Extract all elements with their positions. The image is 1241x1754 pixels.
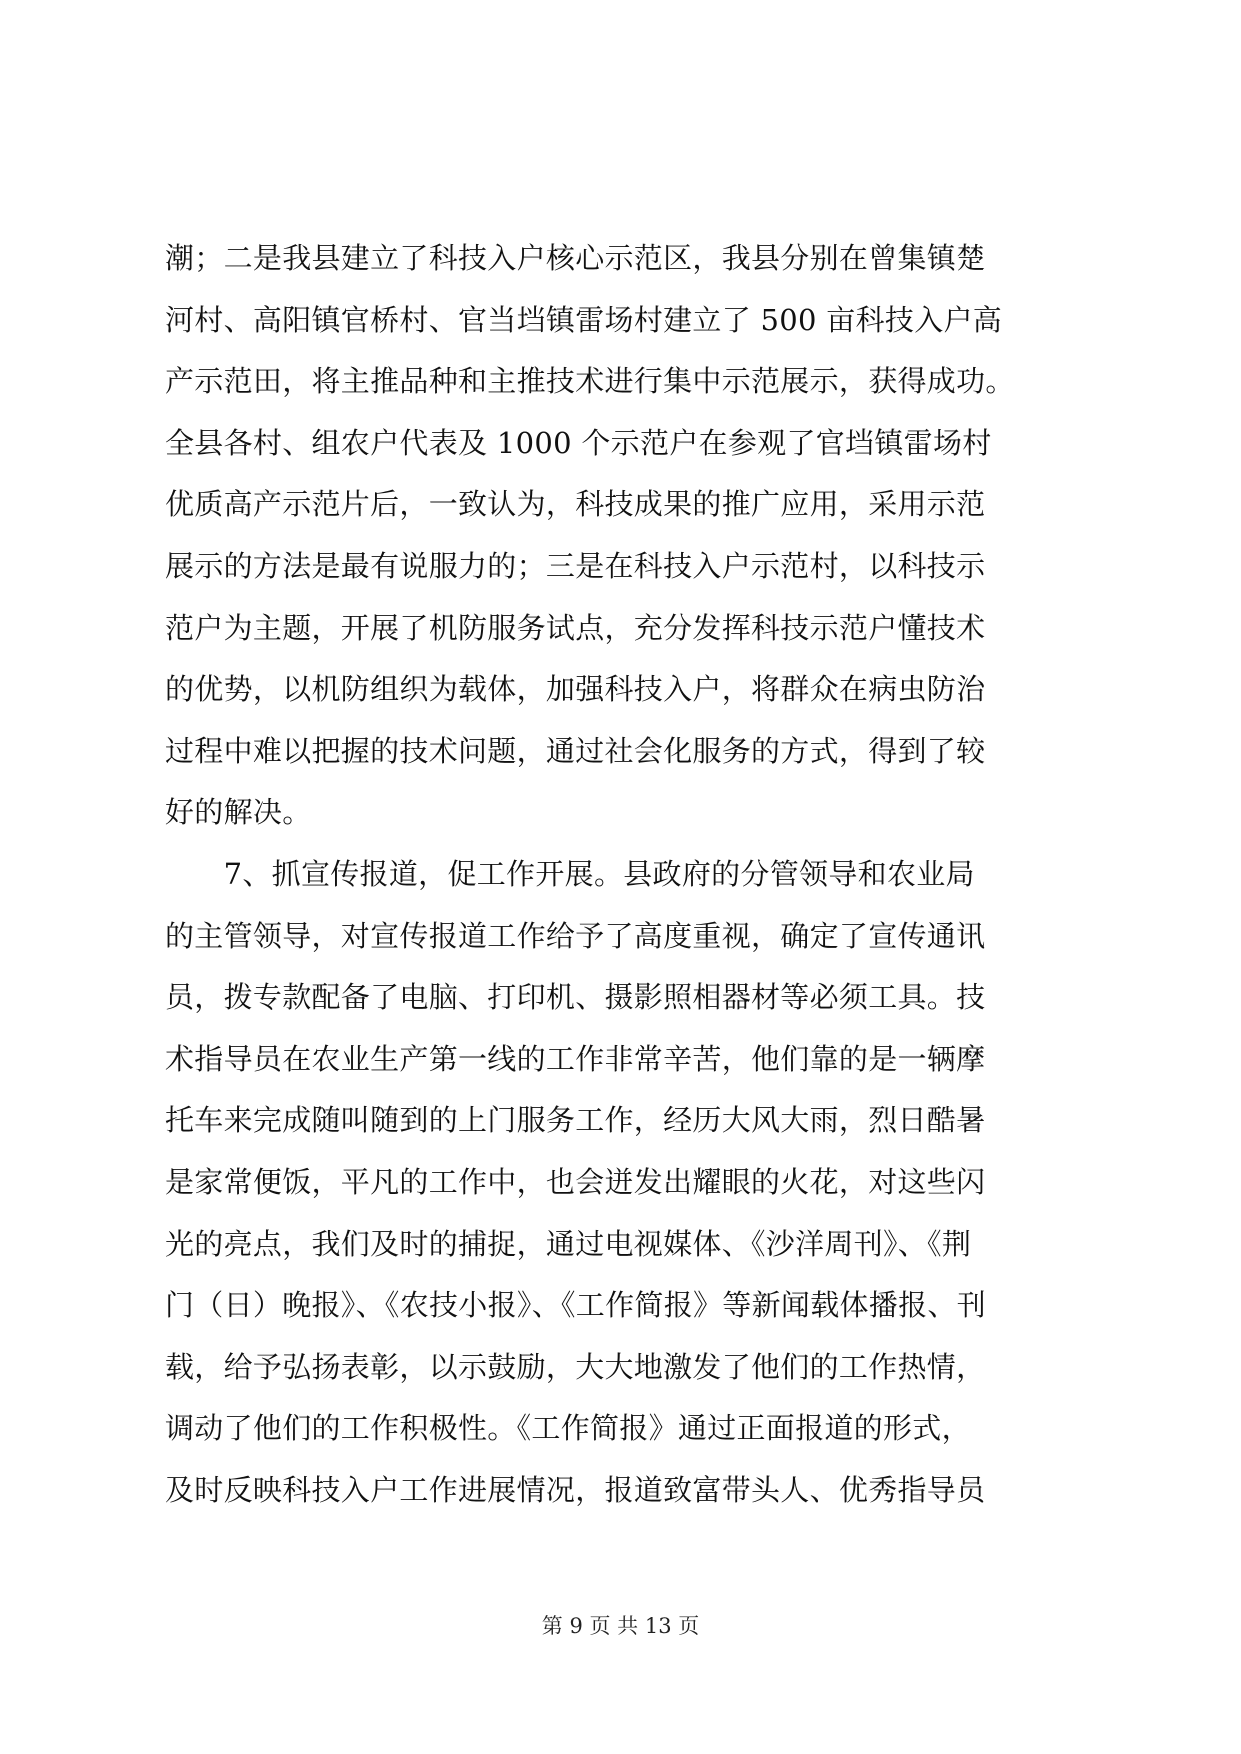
text-line: 全县各村、组农户代表及 1000 个示范户在参观了官垱镇雷场村 [165, 425, 992, 460]
text-line: 河村、高阳镇官桥村、官当垱镇雷场村建立了 500 亩科技入户高 [165, 302, 1003, 337]
text-line: 的优势，以机防组织为载体，加强科技入户，将群众在病虫防治 [165, 672, 986, 707]
text-line: 门（日）晚报》、《农技小报》、《工作简报》等新闻载体播报、刊 [165, 1288, 987, 1323]
text-line: 展示的方法是最有说服力的；三是在科技入户示范村，以科技示 [165, 548, 986, 583]
text-line: 的主管领导，对宣传报道工作给予了高度重视，确定了宣传通讯 [165, 918, 986, 953]
text-line: 载，给予弘扬表彰，以示鼓励，大大地激发了他们的工作热情， [165, 1349, 986, 1384]
text-line: 托车来完成随叫随到的上门服务工作，经历大风大雨，烈日酷暑 [165, 1103, 986, 1138]
text-line: 是家常便饭，平凡的工作中，也会迸发出耀眼的火花，对这些闪 [165, 1164, 986, 1199]
text-line: 调动了他们的工作积极性。《工作简报》通过正面报道的形式， [165, 1411, 971, 1446]
text-line: 过程中难以把握的技术问题，通过社会化服务的方式，得到了较 [165, 733, 986, 768]
text-line: 好的解决。 [165, 795, 312, 830]
text-line: 产示范田，将主推品种和主推技术进行集中示范展示，获得成功。 [165, 364, 1015, 399]
body-text [165, 228, 1085, 1521]
text-line: 光的亮点，我们及时的捕捉，通过电视媒体、《沙洋周刊》、《荆 [165, 1226, 972, 1261]
text-line: 优质高产示范片后，一致认为，科技成果的推广应用，采用示范 [165, 487, 986, 522]
text-line: 术指导员在农业生产第一线的工作非常辛苦，他们靠的是一辆摩 [165, 1041, 986, 1076]
text-line: 潮；二是我县建立了科技入户核心示范区，我县分别在曾集镇楚 [165, 241, 986, 275]
text-line: 员，拨专款配备了电脑、打印机、摄影照相器材等必须工具。技 [165, 980, 986, 1015]
paragraph-start-line: 7、抓宣传报道，促工作开展。县政府的分管领导和农业局 [165, 856, 975, 891]
text-line: 及时反映科技入户工作进展情况，报道致富带头人、优秀指导员 [165, 1472, 986, 1507]
text-line: 范户为主题，开展了机防服务试点，充分发挥科技示范户懂技术 [165, 610, 986, 645]
page-number-footer: 第 9 页 共 13 页 [541, 1614, 700, 1638]
